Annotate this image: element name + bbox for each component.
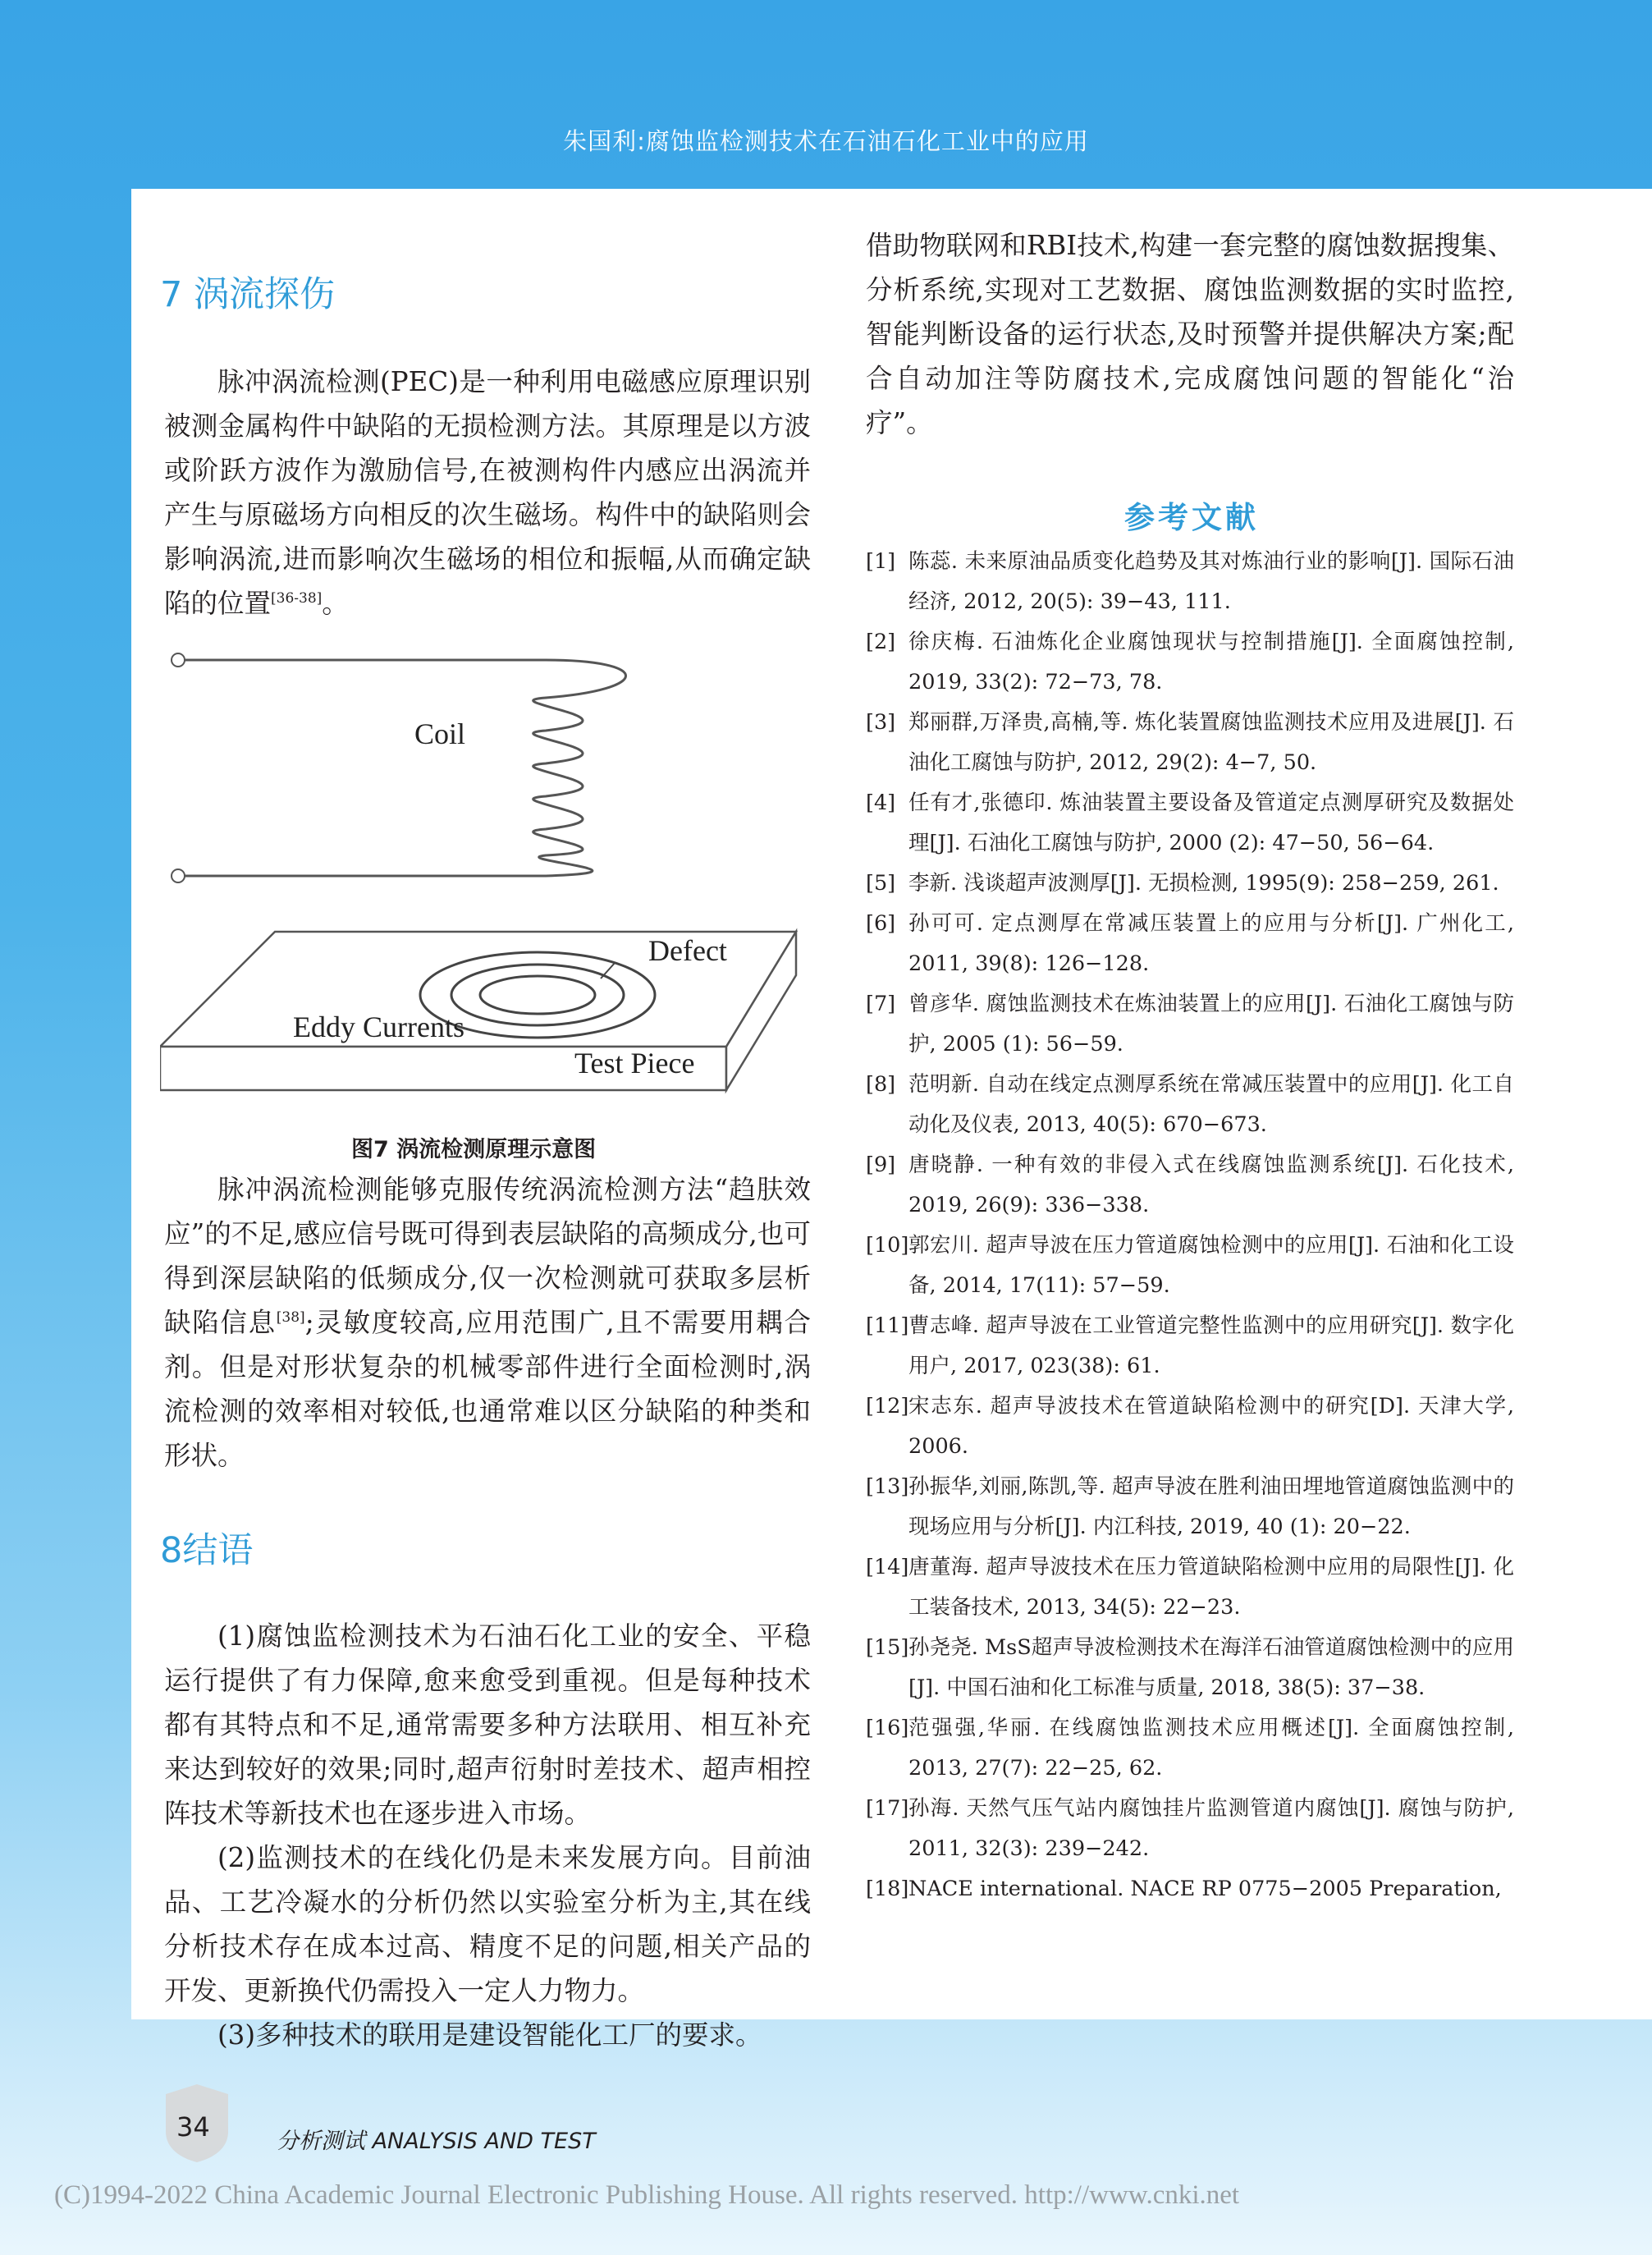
reference-list	[866, 542, 1514, 1909]
reference-item	[866, 1628, 1514, 1708]
reference-item	[866, 1226, 1514, 1306]
reference-text: 李新. 浅谈超声波测厚[J]. 无损检测, 1995(9): 258−259, 261.	[908, 871, 1499, 896]
reference-text: 孙海. 天然气压气站内腐蚀挂片监测管道内腐蚀[J]. 腐蚀与防护, 2011, 32(3): 239−242.	[908, 1796, 1514, 1861]
reference-item	[866, 984, 1514, 1065]
reference-number: [17]	[866, 1796, 909, 1821]
reference-text: 宋志东. 超声导波技术在管道缺陷检测中的研究[D]. 天津大学, 2006.	[908, 1394, 1514, 1459]
reference-item	[866, 1467, 1514, 1547]
reference-text: 范明新. 自动在线定点测厚系统在常减压装置中的应用[J]. 化工自动化及仪表, 2013, 40(5): 670−673.	[908, 1072, 1514, 1137]
reference-text: 孙尧尧. MsS超声导波检测技术在海洋石油管道腐蚀检测中的应用[J]. 中国石油和化工标准与质量, 2018, 38(5): 37−38.	[908, 1635, 1514, 1700]
label-coil: Coil	[414, 717, 466, 750]
section-7-para-2	[164, 1167, 811, 1478]
reference-item	[866, 1869, 1514, 1909]
conclusion-1: (1)腐蚀监检测技术为石油石化工业的安全、平稳运行提供了有力保障,愈来愈受到重视。但是每种技术都有其特点和不足,通常需要多种方法联用、相互补充来达到较好的效果;同时,超声衍射时差技术、超声相控阵技术等新技术也在逐步进入市场。	[164, 1620, 811, 1829]
para-text: 脉冲涡流检测能够克服传统涡流检测方法“趋肤效应”的不足,感应信号既可得到表层缺陷的高频成分,也可得到深层缺陷的低频成分,仅一次检测就可获取多层析缺陷信息	[164, 1174, 811, 1338]
reference-item	[866, 904, 1514, 984]
reference-number: [15]	[866, 1635, 909, 1660]
citation: [38]	[276, 1309, 305, 1327]
reference-text: 曾彦华. 腐蚀监测技术在炼油装置上的应用[J]. 石油化工腐蚀与防护, 2005 (1): 56−59.	[908, 992, 1514, 1056]
para-text: ;灵敏度较高,应用范围广,且不需要用耦合剂。但是对形状复杂的机械零部件进行全面检测时,涡流检测的效率相对较低,也通常难以区分缺陷的种类和形状。	[164, 1307, 811, 1471]
reference-number: [8]	[866, 1072, 896, 1097]
reference-number: [7]	[866, 992, 896, 1016]
section-7-title: 7 涡流探伤	[160, 274, 336, 315]
conclusion-3: (3)多种技术的联用是建设智能化工厂的要求。	[217, 2019, 762, 2051]
reference-item	[866, 783, 1514, 864]
reference-number: [4]	[866, 791, 896, 815]
reference-number: [5]	[866, 871, 896, 896]
conclusion-2: (2)监测技术的在线化仍是未来发展方向。目前油品、工艺冷凝水的分析仍然以实验室分析为主,其在线分析技术存在成本过高、精度不足的问题,相关产品的开发、更新换代仍需投入一定人力物力。	[164, 1842, 811, 2006]
reference-number: [13]	[866, 1474, 909, 1499]
reference-text: 曹志峰. 超声导波在工业管道完整性监测中的应用研究[J]. 数字化用户, 2017, 023(38): 61.	[908, 1313, 1514, 1378]
reference-text: 唐董海. 超声导波技术在压力管道缺陷检测中应用的局限性[J]. 化工装备技术, 2013, 34(5): 22−23.	[908, 1555, 1514, 1620]
reference-text: 徐庆梅. 石油炼化企业腐蚀现状与控制措施[J]. 全面腐蚀控制, 2019, 33(2): 72−73, 78.	[908, 630, 1514, 694]
references-title: 参考文献	[1124, 500, 1259, 535]
coil-terminal-top	[172, 653, 185, 667]
reference-text: 唐晓静. 一种有效的非侵入式在线腐蚀监测系统[J]. 石化技术, 2019, 26(9): 336−338.	[908, 1153, 1514, 1217]
label-eddy-currents: Eddy Currents	[293, 1011, 464, 1043]
reference-number: [6]	[866, 911, 896, 936]
reference-number: [1]	[866, 549, 896, 574]
section-8-title: 8结语	[160, 1530, 254, 1571]
reference-item	[866, 1789, 1514, 1869]
citation: [36-38]	[271, 590, 323, 607]
label-defect: Defect	[648, 934, 727, 967]
reference-number: [14]	[866, 1555, 909, 1579]
reference-item	[866, 1708, 1514, 1789]
label-test-piece: Test Piece	[574, 1047, 695, 1079]
reference-number: [18]	[866, 1877, 909, 1901]
reference-number: [16]	[866, 1716, 909, 1740]
reference-item	[866, 1386, 1514, 1467]
para-text: 脉冲涡流检测(PEC)是一种利用电磁感应原理识别被测金属构件中缺陷的无损检测方法。其原理是以方波或阶跃方波作为激励信号,在被测构件内感应出涡流并产生与原磁场方向相反的次生磁场。构件中的缺陷则会影响涡流,进而影响次生磁场的相位和振幅,从而确定缺陷的位置	[164, 366, 811, 619]
reference-text: 孙振华,刘丽,陈凯,等. 超声导波在胜利油田埋地管道腐蚀监测中的现场应用与分析[J]. 内江科技, 2019, 40 (1): 20−22.	[908, 1474, 1514, 1539]
reference-text: 陈蕊. 未来原油品质变化趋势及其对炼油行业的影响[J]. 国际石油经济, 2012, 20(5): 39−43, 111.	[908, 549, 1514, 614]
reference-text: 任有才,张德印. 炼油装置主要设备及管道定点测厚研究及数据处理[J]. 石油化工腐蚀与防护, 2000 (2): 47−50, 56−64.	[908, 791, 1514, 855]
reference-number: [9]	[866, 1153, 896, 1177]
reference-item	[866, 622, 1514, 703]
reference-text: 孙可可. 定点测厚在常减压装置上的应用与分析[J]. 广州化工, 2011, 39(8): 126−128.	[908, 911, 1514, 976]
reference-item	[866, 703, 1514, 783]
reference-text: 郑丽群,万泽贵,高楠,等. 炼化装置腐蚀监测技术应用及进展[J]. 石油化工腐蚀与防护, 2012, 29(2): 4−7, 50.	[908, 710, 1514, 775]
section-8-continuation	[866, 223, 1514, 445]
reference-number: [12]	[866, 1394, 909, 1419]
reference-text: 郭宏川. 超声导波在压力管道腐蚀检测中的应用[J]. 石油和化工设备, 2014, 17(11): 57−59.	[908, 1233, 1514, 1298]
figure-7-eddy-current-diagram	[160, 640, 817, 1100]
copyright-notice: (C)1994-2022 China Academic Journal Electronic Publishing House. All rights reserved. http://www.cnki.net	[54, 2180, 1240, 2210]
reference-item	[866, 1547, 1514, 1628]
running-header: 朱国利:腐蚀监检测技术在石油石化工业中的应用	[563, 127, 1089, 155]
reference-text: 范强强,华丽. 在线腐蚀监测技术应用概述[J]. 全面腐蚀控制, 2013, 27(7): 22−25, 62.	[908, 1716, 1514, 1781]
reference-item	[866, 542, 1514, 622]
reference-number: [10]	[866, 1233, 909, 1258]
reference-item	[866, 1145, 1514, 1226]
section-7-para-1	[164, 360, 811, 626]
conclusion-3-continued: 借助物联网和RBI技术,构建一套完整的腐蚀数据搜集、分析系统,实现对工艺数据、腐蚀监测数据的实时监控,智能判断设备的运行状态,及时预警并提供解决方案;配合自动加注等防腐技术,完成腐蚀问题的智能化“治疗”。	[866, 230, 1514, 438]
reference-number: [11]	[866, 1313, 909, 1338]
page-number: 34	[176, 2111, 210, 2143]
section-8-body	[164, 1614, 811, 2057]
coil-terminal-bottom	[172, 869, 185, 882]
para-text: 。	[322, 588, 349, 619]
journal-name: 分析测试 ANALYSIS AND TEST	[277, 2129, 596, 2154]
reference-number: [3]	[866, 710, 896, 735]
reference-item	[866, 1065, 1514, 1145]
reference-item	[866, 864, 1514, 904]
figure-7-caption: 图7 涡流检测原理示意图	[351, 1137, 597, 1162]
reference-text: NACE international. NACE RP 0775−2005 Preparation,	[908, 1877, 1502, 1901]
coil-wire	[185, 660, 626, 876]
reference-number: [2]	[866, 630, 896, 654]
reference-item	[866, 1306, 1514, 1386]
